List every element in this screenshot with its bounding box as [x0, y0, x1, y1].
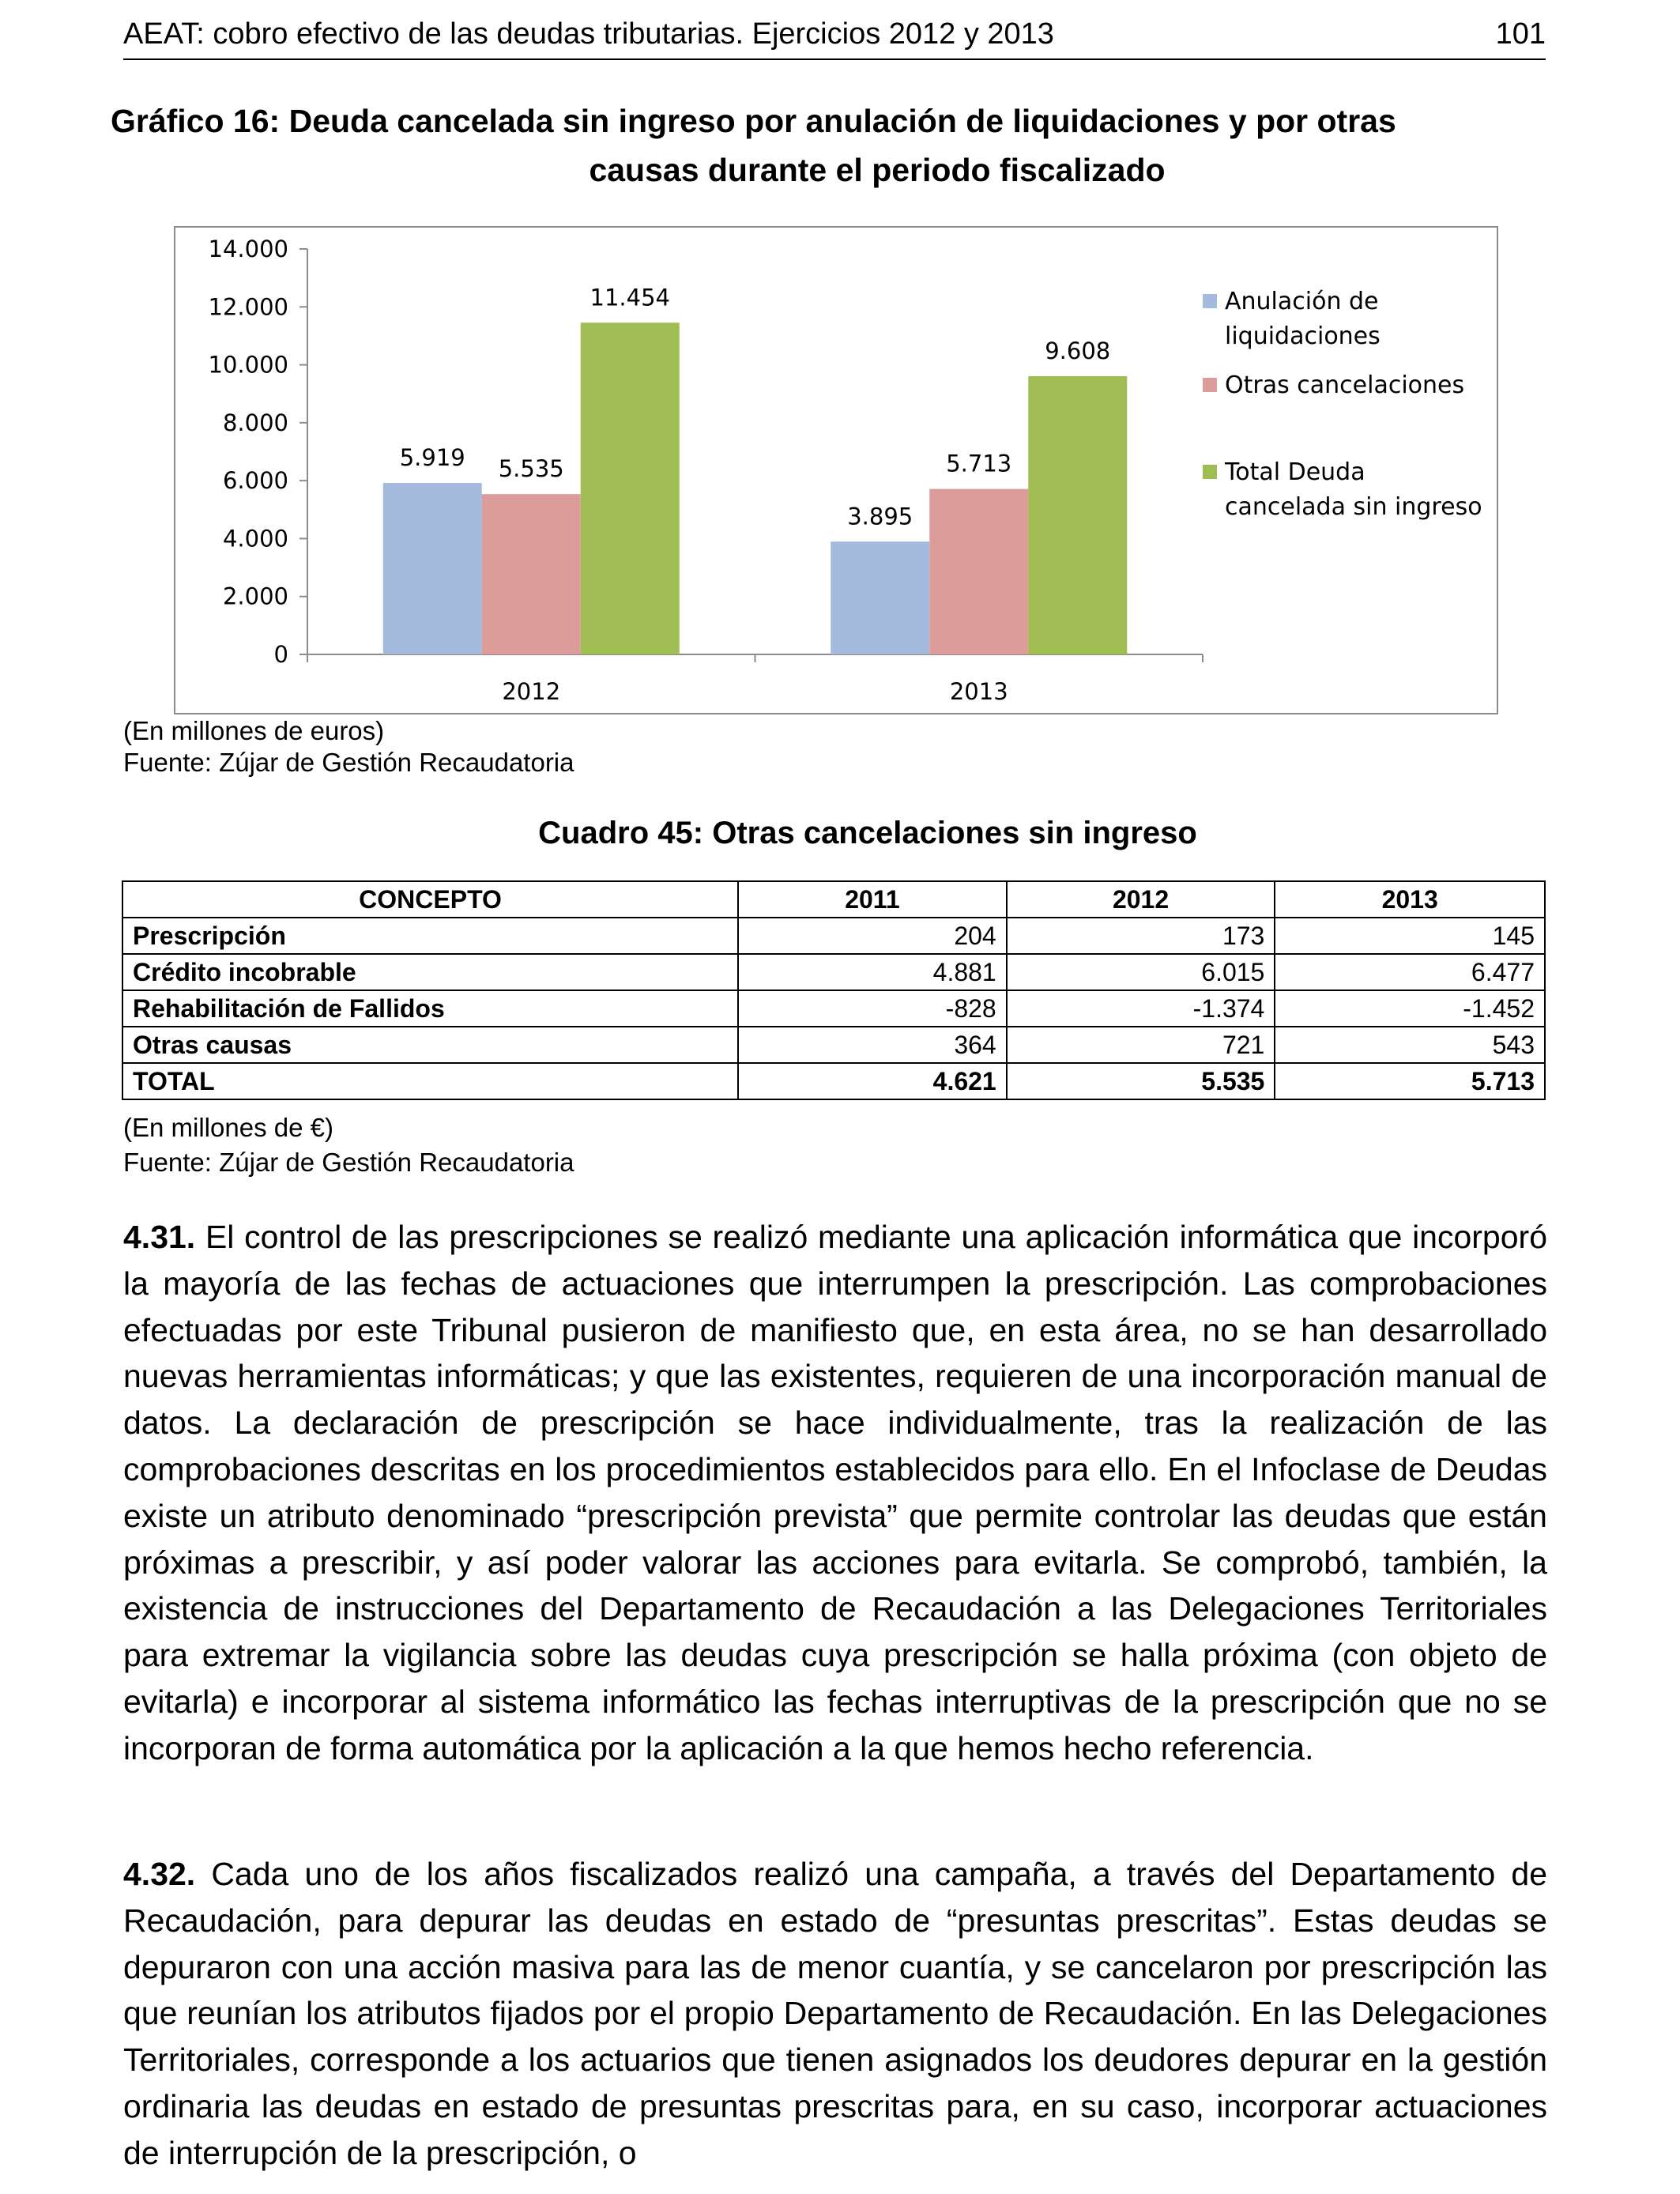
- legend-label: Otras cancelaciones: [1225, 371, 1465, 399]
- data-label: 11.454: [590, 284, 670, 311]
- table-cell: 6.477: [1275, 954, 1545, 990]
- data-label: 9.608: [1045, 337, 1111, 364]
- table-row: [122, 990, 1545, 1027]
- chart-svg: [175, 228, 1497, 713]
- legend-swatch: [1203, 294, 1217, 308]
- data-label: 5.713: [946, 450, 1012, 477]
- row-label: Prescripción: [122, 918, 738, 954]
- table-cell: 4.621: [738, 1063, 1007, 1099]
- bar: [929, 489, 1028, 654]
- table-cell: 4.881: [738, 954, 1007, 990]
- legend-swatch: [1203, 465, 1217, 479]
- y-tick-label: 14.000: [208, 236, 288, 262]
- page-number: 101: [1495, 17, 1546, 51]
- table-header-row: [122, 881, 1545, 918]
- bar: [383, 483, 482, 654]
- row-label: Rehabilitación de Fallidos: [122, 990, 738, 1027]
- legend-label: Total Deuda: [1225, 458, 1365, 486]
- figure-title-line2: causas durante el periodo fiscalizado: [589, 152, 1166, 188]
- y-tick-label: 4.000: [222, 525, 288, 552]
- table-cell: 173: [1007, 918, 1275, 954]
- row-label: Crédito incobrable: [122, 954, 738, 990]
- table-cell: 721: [1007, 1027, 1275, 1063]
- legend-label: liquidaciones: [1225, 322, 1381, 350]
- data-label: 5.535: [498, 455, 564, 483]
- y-tick-label: 12.000: [208, 293, 288, 321]
- table-cell: -828: [738, 990, 1007, 1027]
- bar: [581, 322, 680, 654]
- table-row: [122, 1027, 1545, 1063]
- figure-title: [111, 96, 1549, 194]
- data-label: 5.919: [399, 444, 465, 472]
- table-units-note: (En millones de €): [123, 1113, 333, 1142]
- data-table: [122, 880, 1546, 1100]
- column-header: 2013: [1275, 881, 1545, 918]
- y-tick-label: 2.000: [222, 582, 288, 610]
- paragraph-4-32: [123, 1851, 1547, 2177]
- y-tick-label: 6.000: [222, 467, 288, 495]
- x-tick-label: 2013: [949, 678, 1008, 705]
- x-tick-label: 2012: [502, 678, 561, 705]
- table-title: Cuadro 45: Otras cancelaciones sin ingreso: [538, 816, 1197, 850]
- legend-label: Anulación de: [1225, 288, 1379, 315]
- table-row: [122, 954, 1545, 990]
- table-cell: 204: [738, 918, 1007, 954]
- paragraph-4-31: [123, 1214, 1547, 1772]
- table-source: Fuente: Zújar de Gestión Recaudatoria: [123, 1148, 574, 1177]
- row-label: Otras causas: [122, 1027, 738, 1063]
- paragraph-number: 4.32.: [123, 1856, 196, 1892]
- table-cell: 5.535: [1007, 1063, 1275, 1099]
- paragraph-text: Cada uno de los años fiscalizados realizó una campaña, a través del Departamento de Recaudación, para depurar las deudas en estado de “presuntas prescritas”. Estas deudas se depuraron con una acción masiva para las de menor cuantía, y se cancelaron por prescripción las que reunían los atributos fijados por el propio Departamento de Recaudación. En las Delegaciones Territoriales, corresponde a los actuarios que tienen asignados los deudores depurar en la gestión ordinaria las deudas en estado de presuntas prescritas para, en su caso, incorporar actuaciones de interrupción de la prescripción, o: [123, 1856, 1547, 2171]
- table-cell: 364: [738, 1027, 1007, 1063]
- header-title: AEAT: cobro efectivo de las deudas tributarias. Ejercicios 2012 y 2013: [123, 17, 1054, 51]
- row-label: TOTAL: [122, 1063, 738, 1099]
- table-cell: 145: [1275, 918, 1545, 954]
- bar: [1028, 376, 1127, 654]
- legend-swatch: [1203, 378, 1217, 392]
- data-label: 3.895: [847, 503, 913, 530]
- page-header: [123, 14, 1546, 60]
- column-header: CONCEPTO: [122, 881, 738, 918]
- bar-chart: [174, 226, 1498, 714]
- figure-title-line1: Gráfico 16: Deuda cancelada sin ingreso por anulación de liquidaciones y por otras: [111, 103, 1396, 139]
- bar: [482, 494, 581, 654]
- figure-source: Fuente: Zújar de Gestión Recaudatoria: [123, 748, 574, 777]
- table-cell: 5.713: [1275, 1063, 1545, 1099]
- bar: [831, 541, 929, 654]
- column-header: 2012: [1007, 881, 1275, 918]
- column-header: 2011: [738, 881, 1007, 918]
- paragraph-text: El control de las prescripciones se realizó mediante una aplicación informática que incorporó la mayoría de las fechas de actuaciones que interrumpen la prescripción. Las comprobaciones efectuadas por este Tribunal pusieron de manifiesto que, en esta área, no se han desarrollado nuevas herramientas informáticas; y que las existentes, requieren de una incorporación manual de datos. La declaración de prescripción se hace individualmente, tras la realización de las comprobaciones descritas en los procedimientos establecidos para ello. En el Infoclase de Deudas existe un atributo denominado “prescripción prevista” que permite controlar las deudas que están próximas a prescribir, y así poder valorar las acciones para evitarla. Se comprobó, también, la existencia de instrucciones del Departamento de Recaudación a las Delegaciones Territoriales para extremar la vigilancia sobre las deudas cuya prescripción se halla próxima (con objeto de evitarla) e incorporar al sistema informático las fechas interruptivas de la prescripción que no se incorporan de forma automática por la aplicación a la que hemos hecho referencia.: [123, 1219, 1547, 1766]
- table-cell: -1.374: [1007, 990, 1275, 1027]
- table-row: [122, 918, 1545, 954]
- figure-units-note: (En millones de euros): [123, 716, 385, 745]
- table-cell: 543: [1275, 1027, 1545, 1063]
- table-cell: 6.015: [1007, 954, 1275, 990]
- table-total-row: [122, 1063, 1545, 1099]
- paragraph-number: 4.31.: [123, 1219, 196, 1255]
- y-tick-label: 10.000: [208, 351, 288, 379]
- y-tick-label: 8.000: [222, 409, 288, 436]
- y-tick-label: 0: [273, 641, 288, 668]
- table-cell: -1.452: [1275, 990, 1545, 1027]
- legend-label: cancelada sin ingreso: [1225, 493, 1482, 521]
